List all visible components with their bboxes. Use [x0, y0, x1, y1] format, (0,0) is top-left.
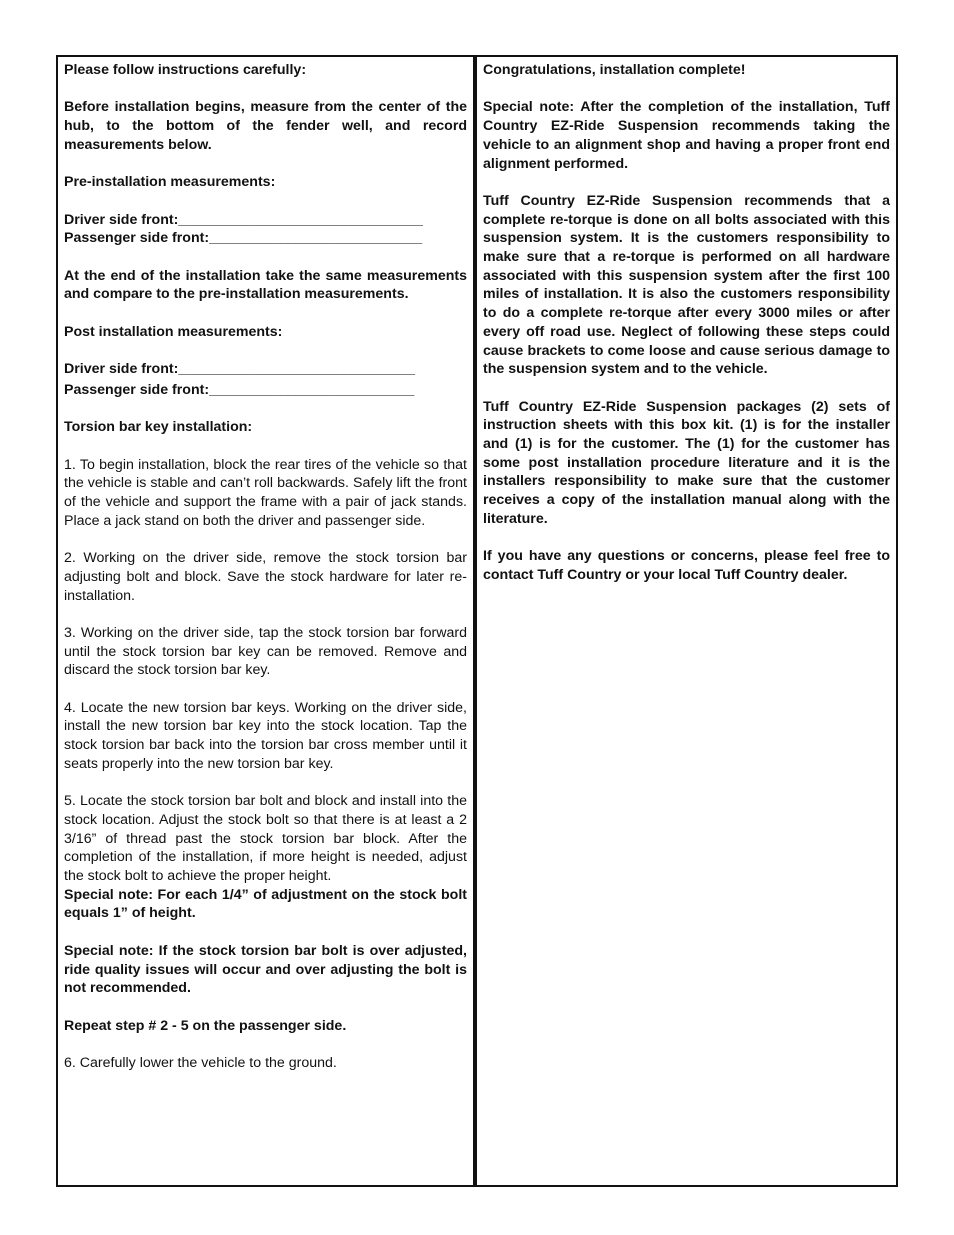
questions-text: If you have any questions or concerns, please feel free to contact Tuff Country or your local Tuff Country dealer.: [483, 548, 890, 583]
post-passenger-side-field: Passenger side front:__________________________: [64, 381, 415, 398]
before-installation-text: Before installation begins, measure from the center of the hub, to the bottom of the fender well, and record measurements below.: [64, 99, 467, 153]
at-end-text: At the end of the installation take the same measurements and compare to the pre-installation measurements.: [64, 267, 467, 303]
pre-installation-heading: Pre-installation measurements:: [64, 174, 276, 191]
left-column: [58, 57, 477, 1185]
over-adjust-special-note: Special note: If the stock torsion bar bolt is over adjusted, ride quality issues will occur and over adjusting the bolt is not recommended.: [64, 942, 467, 997]
torsion-bar-heading: Torsion bar key installation:: [64, 419, 253, 436]
step-4: 4. Locate the new torsion bar keys. Working on the driver side, install the new torsion bar key into the stock location. Tap the stock torsion bar back into the torsion bar cross member until it seats properly into the new torsion bar key.: [64, 699, 467, 772]
step-1: 1. To begin installation, block the rear tires of the vehicle so that the vehicle is stable and can’t roll backwards. Safely lift the front of the vehicle and support the frame with a pair of jack stands. Place a jack stand on both the driver and passenger side.: [64, 456, 467, 529]
right-column: [477, 57, 896, 1185]
alignment-special-note: Special note: After the completion of the installation, Tuff Country EZ-Ride Suspension recommends taking the vehicle to an alignment shop and having a proper front end alignment performed.: [483, 99, 890, 172]
intro-text: Please follow instructions carefully:: [64, 62, 307, 78]
post-installation-heading: Post installation measurements:: [64, 323, 283, 340]
post-driver-side-field: Driver side front:______________________________: [64, 361, 416, 378]
repeat-steps-text: Repeat step # 2 - 5 on the passenger side.: [64, 1017, 347, 1034]
step-3: 3. Working on the driver side, tap the stock torsion bar forward until the stock torsion bar key can be removed. Remove and discard the stock torsion bar key.: [64, 624, 467, 679]
pre-driver-side-field: Driver side front:_______________________________: [64, 211, 423, 228]
step-5: 5. Locate the stock torsion bar bolt and block and install into the stock location. Adjust the stock bolt so that there is at least a 2 3/16” of thread past the stock torsion bar block. After the completion of the installation, if more height is needed, adjust the stock bolt to achieve the proper height.: [64, 793, 467, 885]
step-2: 2. Working on the driver side, remove the stock torsion bar adjusting bolt and block. Save the stock hardware for later re-installation.: [64, 550, 467, 604]
instruction-frame: [56, 55, 898, 1187]
retorque-text: Tuff Country EZ-Ride Suspension recommends that a complete re-torque is done on all bolts associated with this suspension system. It is the customers responsibility to make sure that a re-torque is performed on all hardware associated with this suspension system after the first 100 miles of installation. It is also the customers responsibility to do a complete re-torque after every 3000 miles or after every off road use. Neglect of following these steps could cause brackets to come loose and cause serious damage to the suspension system and to the vehicle.: [483, 192, 890, 378]
pre-passenger-side-field: Passenger side front:___________________________: [64, 230, 423, 247]
packages-text: Tuff Country EZ-Ride Suspension packages (2) sets of instruction sheets with this box kit. (1) is for the installer and (1) is for the customer. The (1) for the customer has some post installation procedure literature and it is the installers responsibility to make sure that the customer receives a copy of the installation manual along with the literature.: [483, 398, 890, 527]
congrats-text: Congratulations, installation complete!: [483, 62, 746, 78]
step-6: 6. Carefully lower the vehicle to the ground.: [64, 1055, 337, 1072]
step-5-special-note: Special note: For each 1/4” of adjustment on the stock bolt equals 1” of height.: [64, 886, 467, 922]
